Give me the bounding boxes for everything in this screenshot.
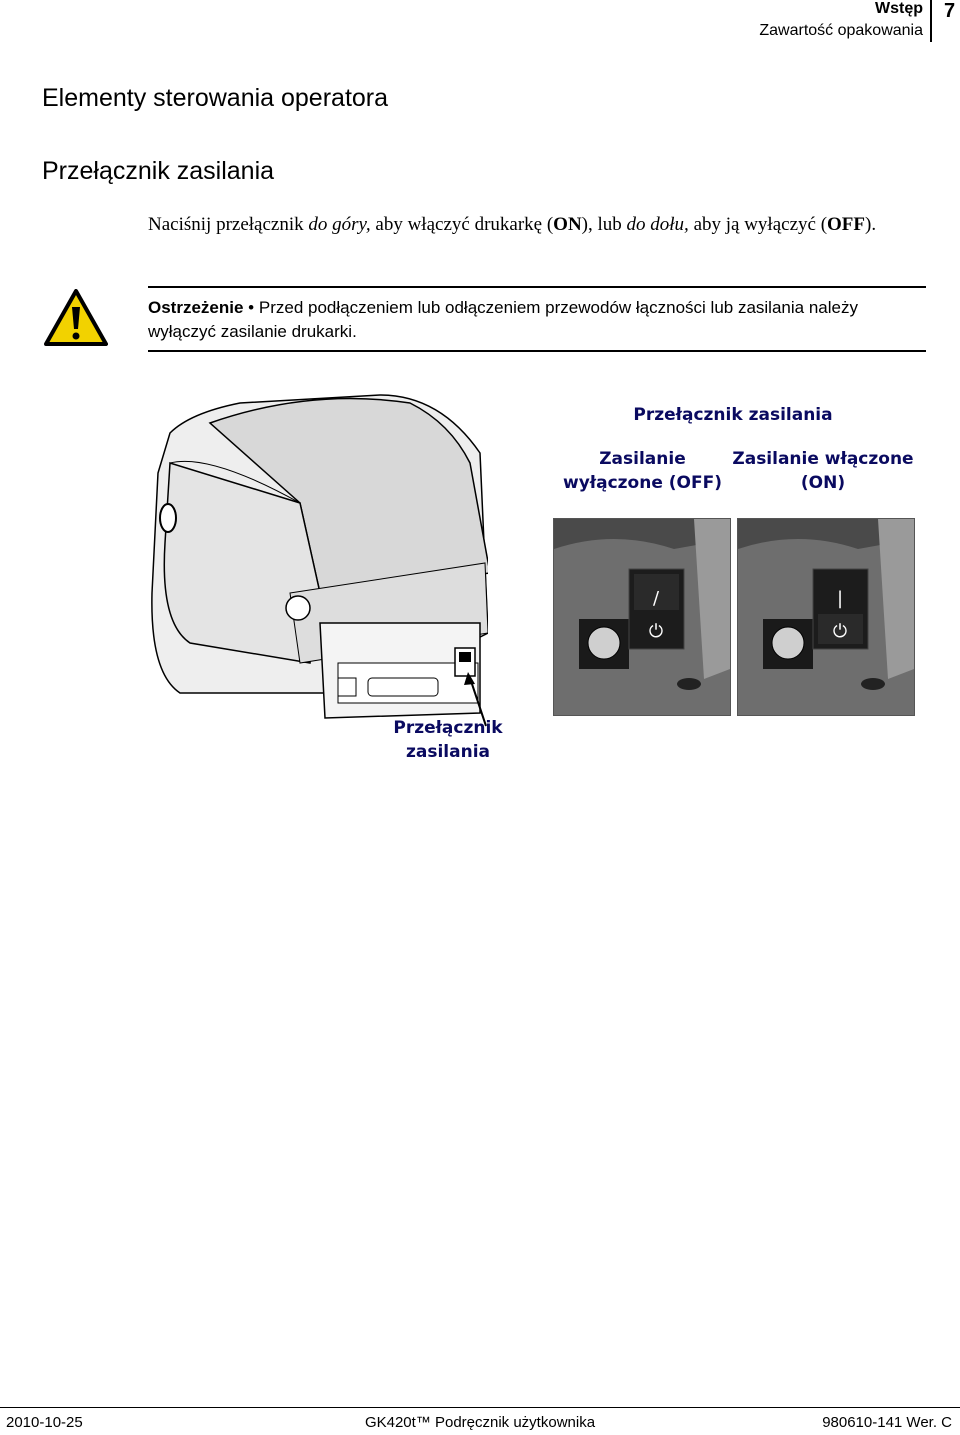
- figure-title: Przełącznik zasilania: [633, 405, 833, 425]
- warning-triangle-icon: [44, 289, 108, 347]
- header-section: Wstęp: [875, 0, 923, 17]
- warning-bottom-rule: [148, 350, 926, 352]
- warning-text: Ostrzeżenie • Przed podłączeniem lub odłączeniem przewodów łączności lub zasilania należy wyłączyć zasilanie drukarki.: [148, 298, 858, 341]
- page-title: Elementy sterowania operatora: [42, 84, 389, 112]
- header-divider: [930, 0, 932, 42]
- warning-top-rule: [148, 286, 926, 288]
- footer-date: 2010-10-25: [6, 1414, 83, 1431]
- on-power-symbol: ⏻: [832, 621, 848, 642]
- instruction-paragraph: Naciśnij przełącznik do góry, aby włączyć drukarkę (ON), lub do dołu, aby ją wyłączyć (OFF).: [148, 214, 877, 235]
- footer-manual: GK420t™ Podręcznik użytkownika: [364, 1414, 596, 1431]
- on-switch-symbol: |: [836, 588, 844, 609]
- power-switch-off-photo: [553, 518, 731, 716]
- power-switch-on-photo: [737, 518, 915, 716]
- footer-rule: [0, 1407, 960, 1408]
- printer-illustration: [150, 393, 488, 723]
- section-title: Przełącznik zasilania: [42, 157, 275, 185]
- off-switch-symbol: /: [652, 588, 660, 609]
- callout-label: Przełącznik zasilania: [393, 718, 503, 762]
- header-subsection: Zawartość opakowania: [759, 22, 923, 39]
- footer-doc-id: 980610-141 Wer. C: [822, 1414, 952, 1431]
- off-power-symbol: ⏻: [648, 621, 664, 642]
- on-label: Zasilanie włączone (ON): [732, 449, 914, 493]
- off-label: Zasilanie wyłączone (OFF): [563, 449, 722, 493]
- page-number: 7: [944, 0, 956, 22]
